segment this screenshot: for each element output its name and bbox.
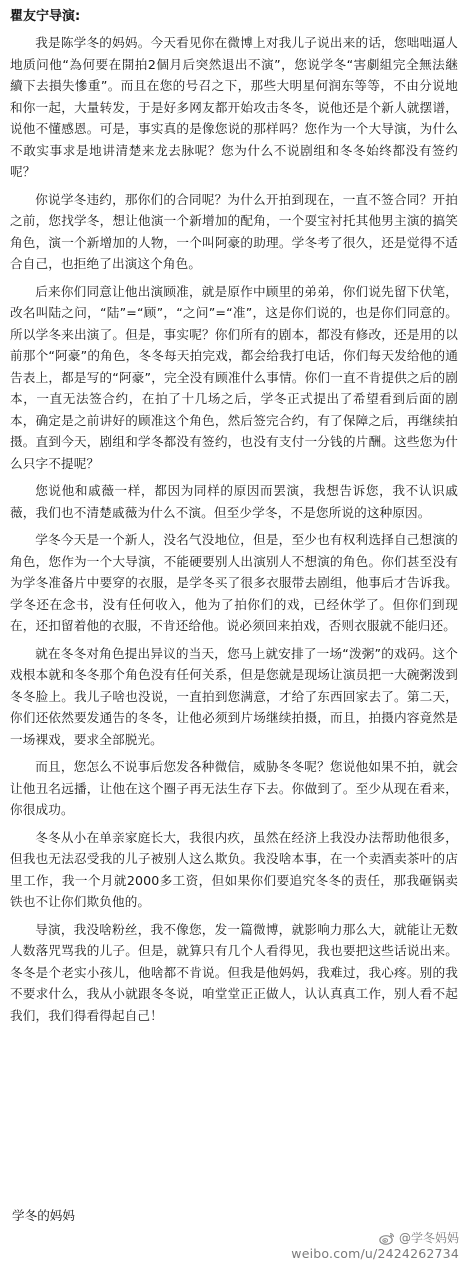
letter-paragraph: 学冬今天是一个新人，没名气没地位，但是，至少也有权利选择自己想演的角色，您作为一个大导演，不能硬要别人出演别人不想演的角色。你们甚至没有为学冬准备片中要穿的衣服，是学冬买了很多衣服带去剧组，他事后才告诉我。学冬还在念书，没有任何收入，他为了拍你们的戏，已经休学了。但你们到现在，还扣留着他的衣服，不肯还给他。说必须回来拍戏，否则衣服就不能归还。: [10, 532, 458, 633]
weibo-watermark: [291, 1230, 459, 1262]
letter-paragraph: 冬冬从小在单亲家庭长大，我很内疚，虽然在经济上我没办法帮助他很多，但我也无法忍受我的儿子被别人这么欺负。我没啥本事，在一个卖酒卖茶叶的店里工作，我一个月就2000多工资，但如果你们要追究冬冬的责任，那我砸锅卖铁也不让你们欺负他的。: [10, 829, 458, 909]
letter-paragraph: 您说他和戚薇一样，都因为同样的原因而罢演，我想告诉您，我不认识戚薇，我们也不清楚戚薇为什么不演。但至少学冬，不是您所说的这种原因。: [10, 483, 458, 520]
letter-signature: 学冬的妈妈: [12, 1208, 75, 1223]
letter-paragraph: 你说学冬违约，那你们的合同呢？为什么开拍到现在，一直不签合同？开拍之前，您找学冬，想让他演一个新增加的配角，一个耍宝衬托其他男主演的搞笑角色，演一个新增加的人物，一个叫阿豪的助理。学冬考了很久，还是觉得不适合自己，也拒绝了出演这个角色。: [10, 191, 458, 271]
weibo-logo-icon: [379, 1232, 395, 1245]
letter-paragraph: 我是陈学冬的妈妈。今天看见你在微博上对我儿子说出来的话，您咄咄逼人地质问他“為何要在開拍2個月后突然退出不演”，您说学冬“害劇組完全無法継續下去損失慘重”。而且在您的号召之下，那些大明星何润东等等，不由分说地和你一起，大量转发，于是好多网友都开始攻击冬冬，说他还是个新人就摆谱，说他不懂感恩。可是，事实真的是像您说的那样吗？您作为一个大导演，为什么不敢实事求是地讲清楚来龙去脉呢？您为什么不说剧组和冬冬始终都没有签约呢？: [10, 35, 458, 179]
letter-paragraph: 而且，您怎么不说事后您发各种微信，威胁冬冬呢？您说他如果不拍，就会让他丑名远播，让他在这个圈子再无法生存下去。你做到了。至少从现在看来，你很成功。: [10, 759, 458, 817]
letter-paragraph: 就在冬冬对角色提出异议的当天，您马上就安排了一场“泼粥”的戏码。这个戏根本就和冬冬那个角色没有任何关系，但是您就是现场让演员把一大碗粥泼到冬冬脸上。我儿子啥也没说，一直拍到您满意，才给了东西回家去了。第二天，你们还依然要发通告的冬冬，让他必须到片场继续拍摄，而且，拍摄内容竟然是一场裸戏，要求全部脱光。: [10, 645, 458, 747]
letter-page: [10, 4, 458, 1234]
watermark-handle: @学冬妈妈: [398, 1231, 459, 1245]
letter-salutation: 瞿友宁导演:: [10, 9, 81, 24]
letter-paragraph: 后来你们同意让他出演顾准，就是原作中顾里的弟弟，你们说先留下伏笔，改名叫陆之问，“陆”=“顾”，“之问”=“准”，这是你们说的，也是你们同意的。所以学冬来出演了。但是，事实呢？你们所有的剧本，都没有修改，还是用的以前那个“阿豪”的角色，冬冬每天拍完戏，都会给我打电话，你们每天发给他的通告表上，都是写的“阿豪”，完全没有顾准什么事情。你们一直不肯提供之后的剧本，一直无法签合约，在拍了十几场之后，学冬正式提出了希望看到后面的剧本，确定是之前讲好的顾准这个角色，然后签完合约，有了保障之后，再继续拍摄。直到今天，剧组和学冬都没有签约，也没有支付一分钱的片酬。这些您为什么只字不提呢？: [10, 283, 458, 471]
letter-paragraph: 导演，我没啥粉丝，我不像您，发一篇微博，就影响力那么大，就能让无数人数落咒骂我的儿子。但是，就算只有几个人看得见，我也要把这些话说出来。冬冬是个老实小孩儿，他啥都不肯说。但我是他妈妈，我难过，我心疼。别的我不要求什么，我从小就跟冬冬说，咱堂堂正正做人，认认真真工作，别人看不起我们，我们得看得起自己！: [10, 921, 458, 1023]
watermark-url: weibo.com/u/2424262734: [291, 1246, 459, 1261]
